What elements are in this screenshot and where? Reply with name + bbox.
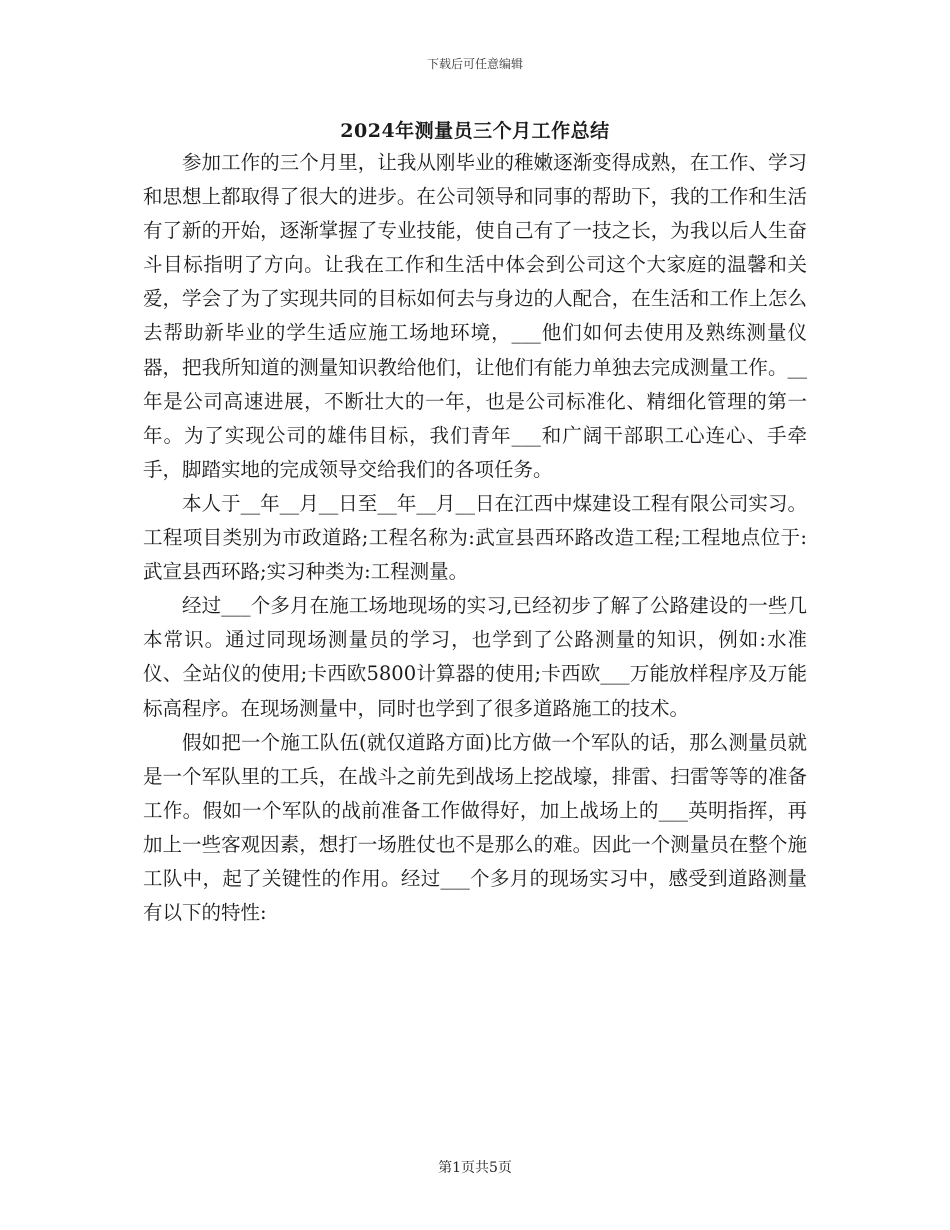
document-body	[143, 146, 807, 930]
paragraph-4: 假如把一个施工队伍(就仅道路方面)比方做一个军队的话，那么测量员就是一个军队里的工兵，在战斗之前先到战场上挖战壕，排雷、扫雷等等的准备工作。假如一个军队的战前准备工作做得好，加上战场上的___英明指挥，再加上一些客观因素，想打一场胜仗也不是那么的难。因此一个测量员在整个施工队中，起了关键性的作用。经过___个多月的现场实习中，感受到道路测量有以下的特性:	[143, 730, 807, 925]
paragraph-3: 经过___个多月在施工场地现场的实习,已经初步了解了公路建设的一些几本常识。通过同现场测量员的学习，也学到了公路测量的知识，例如:水准仪、全站仪的使用;卡西欧5800计算器的使用;卡西欧___万能放样程序及万能标高程序。在现场测量中，同时也学到了很多道路施工的技术。	[143, 594, 807, 720]
page-header-note: 下载后可任意编辑	[426, 57, 523, 71]
page-number: 第1页共5页	[438, 1160, 512, 1176]
document-title: 2024年测量员三个月工作总结	[340, 120, 610, 142]
paragraph-1: 参加工作的三个月里，让我从刚毕业的稚嫩逐渐变得成熟，在工作、学习和思想上都取得了很大的进步。在公司领导和同事的帮助下，我的工作和生活有了新的开始，逐渐掌握了专业技能，使自己有了一技之长，为我以后人生奋斗目标指明了方向。让我在工作和生活中体会到公司这个大家庭的温馨和关爱，学会了为了实现共同的目标如何去与身边的人配合，在生活和工作上怎么去帮助新毕业的学生适应施工场地环境，___他们如何去使用及熟练测量仪器，把我所知道的测量知识教给他们，让他们有能力单独去完成测量工作。__年是公司高速进展，不断壮大的一年，也是公司标准化、精细化管理的第一年。为了实现公司的雄伟目标，我们青年___和广阔干部职工心连心、手牵手，脚踏实地的完成领导交给我们的各项任务。	[143, 151, 807, 481]
paragraph-2: 本人于__年__月__日至__年__月__日在江西中煤建设工程有限公司实习。工程项目类别为市政道路;工程名称为:武宣县西环路改造工程;工程地点位于:武宣县西环路;实习种类为:工程测量。	[143, 491, 807, 584]
